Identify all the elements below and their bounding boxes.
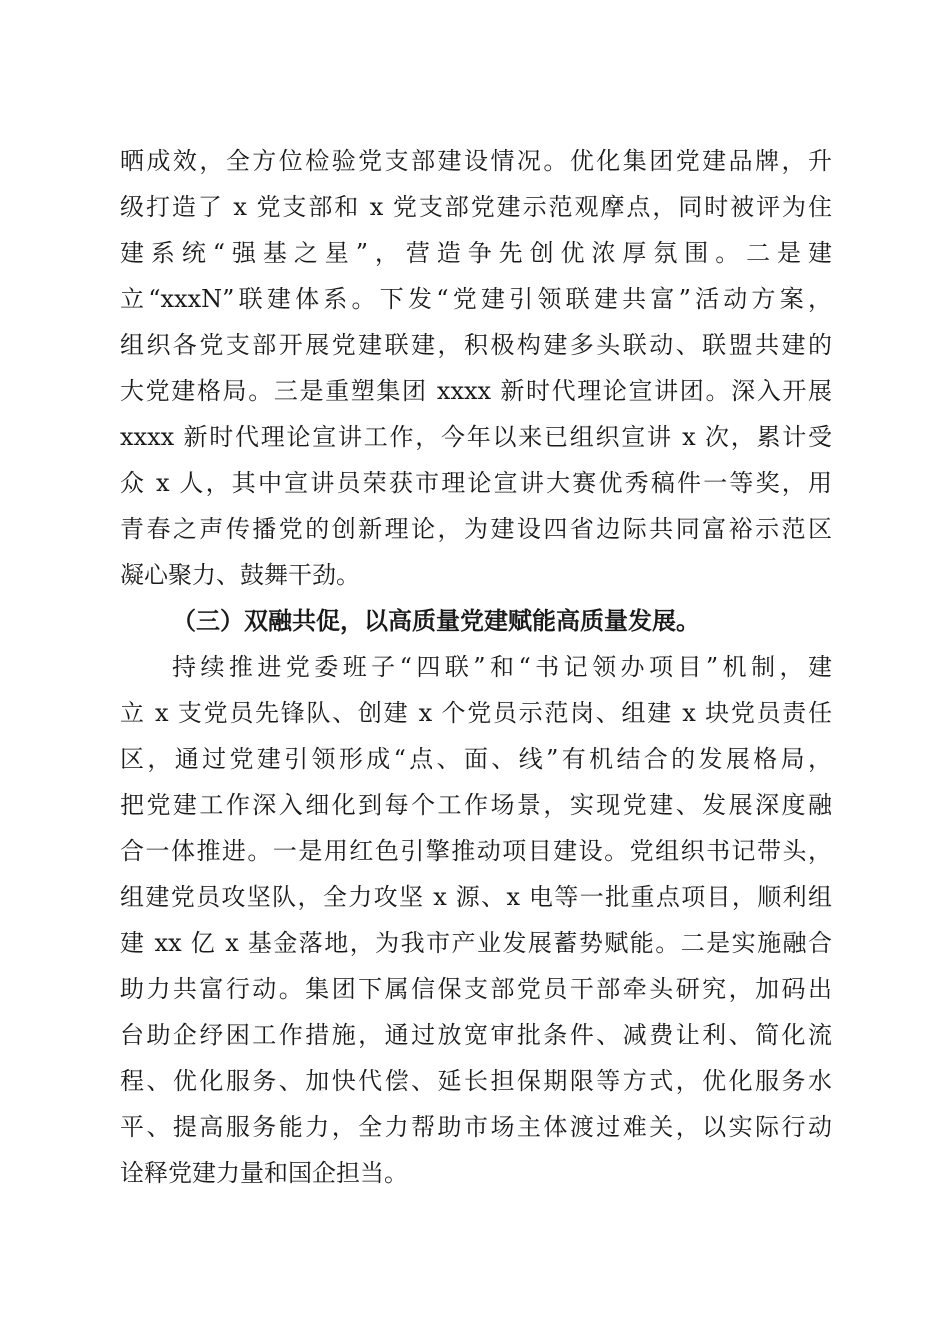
paragraph-2-line-9: 台助企纾困工作措施，通过放宽审批条件、减费让利、简化流	[120, 1021, 832, 1049]
paragraph-1-line-10: 凝心聚力、鼓舞干劲。	[120, 561, 360, 589]
paragraph-2-line-12: 诠释党建力量和国企担当。	[120, 1159, 408, 1187]
paragraph-1-line-8: 众 x 人，其中宣讲员荣获市理论宣讲大赛优秀稿件一等奖，用	[120, 469, 832, 497]
section-heading: （三）双融共促，以高质量党建赋能高质量发展。	[172, 606, 700, 635]
paragraph-1-line-9: 青春之声传播党的创新理论，为建设四省边际共同富裕示范区	[120, 515, 832, 543]
paragraph-1-line-4: 立“xxxN”联建体系。下发“党建引领联建共富”活动方案，	[120, 285, 832, 313]
paragraph-2-line-1: 持续推进党委班子“四联”和“书记领办项目”机制，建	[172, 653, 832, 681]
paragraph-2-line-10: 程、优化服务、加快代偿、延长担保期限等方式，优化服务水	[120, 1067, 832, 1095]
paragraph-1-line-1: 晒成效，全方位检验党支部建设情况。优化集团党建品牌，升	[120, 147, 832, 175]
paragraph-1-line-6: 大党建格局。三是重塑集团 xxxx 新时代理论宣讲团。深入开展	[120, 377, 832, 405]
paragraph-1-line-5: 组织各党支部开展党建联建，积极构建多头联动、联盟共建的	[120, 331, 832, 359]
paragraph-2-line-6: 组建党员攻坚队，全力攻坚 x 源、x 电等一批重点项目，顺利组	[120, 883, 832, 911]
paragraph-2-line-8: 助力共富行动。集团下属信保支部党员干部牵头研究，加码出	[120, 975, 832, 1003]
paragraph-2-line-5: 合一体推进。一是用红色引擎推动项目建设。党组织书记带头，	[120, 837, 832, 865]
paragraph-1-line-7: xxxx 新时代理论宣讲工作，今年以来已组织宣讲 x 次，累计受	[120, 423, 832, 451]
paragraph-2-line-3: 区，通过党建引领形成“点、面、线”有机结合的发展格局，	[120, 745, 832, 773]
paragraph-2-line-4: 把党建工作深入细化到每个工作场景，实现党建、发展深度融	[120, 791, 832, 819]
paragraph-1-line-3: 建系统“强基之星”，营造争先创优浓厚氛围。二是建	[120, 239, 832, 267]
paragraph-1-line-2: 级打造了 x 党支部和 x 党支部党建示范观摩点，同时被评为住	[120, 193, 832, 221]
paragraph-2-line-7: 建 xx 亿 x 基金落地，为我市产业发展蓄势赋能。二是实施融合	[120, 929, 832, 957]
paragraph-2-line-2: 立 x 支党员先锋队、创建 x 个党员示范岗、组建 x 块党员责任	[120, 699, 832, 727]
paragraph-2-line-11: 平、提高服务能力，全力帮助市场主体渡过难关，以实际行动	[120, 1113, 832, 1141]
